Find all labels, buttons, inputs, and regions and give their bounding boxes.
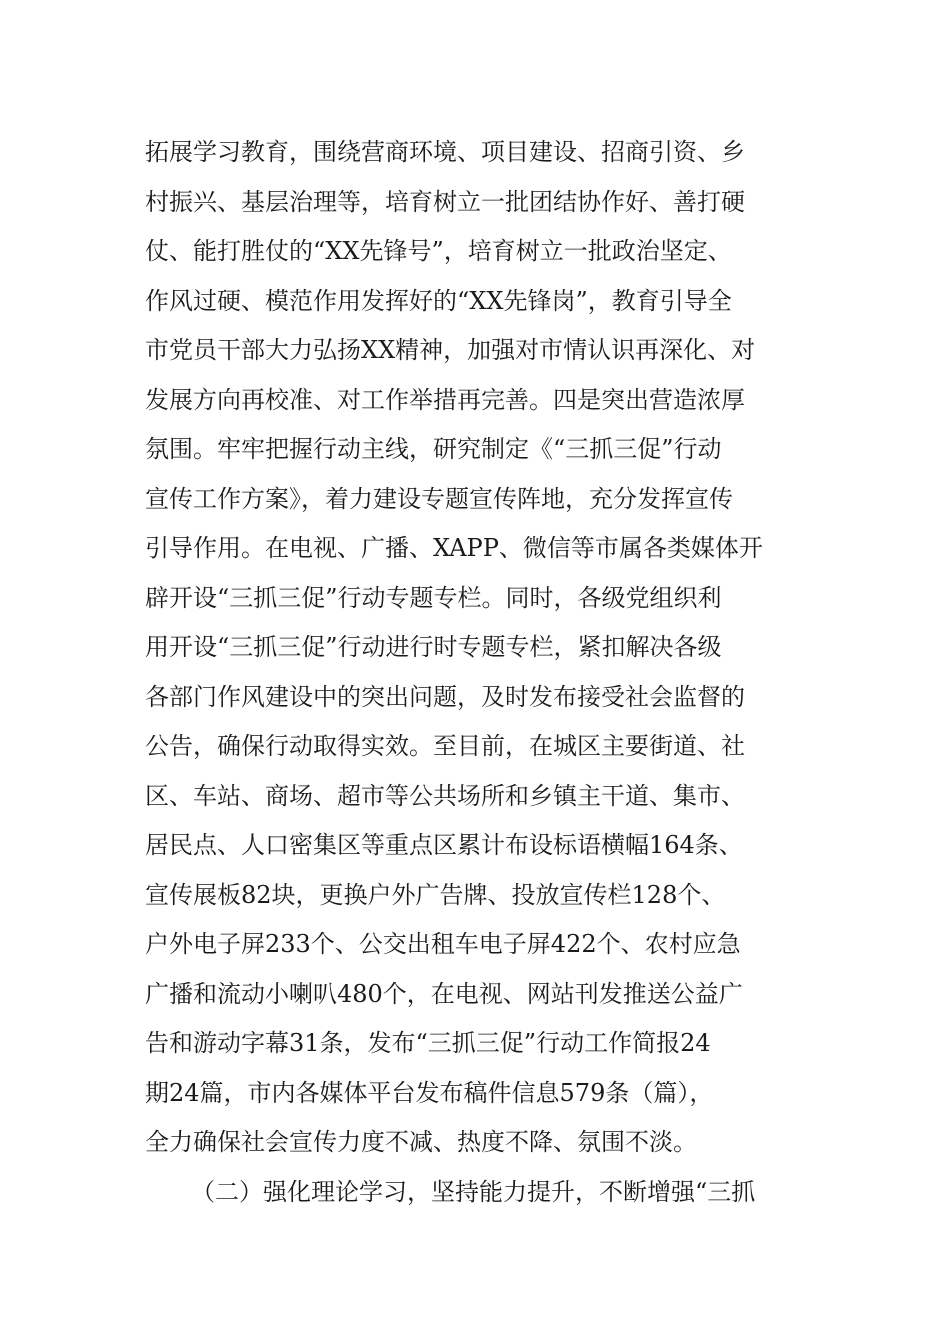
text-line: 期24篇，市内各媒体平台发布稿件信息579条（篇）， bbox=[145, 1078, 714, 1107]
text-line: 氛围。牢牢把握行动主线，研究制定《“三抓三促”行动 bbox=[145, 435, 722, 463]
text-line: 居民点、人口密集区等重点区累计布设标语横幅164条、 bbox=[145, 831, 743, 859]
section-heading-line: （二）强化理论学习，坚持能力提升，不断增强“三抓 bbox=[191, 1177, 756, 1206]
text-line: 宣传展板82块，更换户外广告牌、投放宣传栏128个、 bbox=[145, 880, 726, 909]
text-line: 广播和流动小喇叭480个，在电视、网站刊发推送公益广 bbox=[145, 979, 743, 1008]
text-line: 区、车站、商场、超市等公共场所和乡镇主干道、集市、 bbox=[145, 781, 745, 810]
text-line: 仗、能打胜仗的“XX先锋号”，培育树立一批政治坚定、 bbox=[145, 237, 732, 265]
body-text bbox=[145, 128, 825, 1217]
text-line: 拓展学习教育，围绕营商环境、项目建设、招商引资、乡 bbox=[145, 138, 745, 166]
text-line: 宣传工作方案》，着力建设专题宣传阵地，充分发挥宣传 bbox=[145, 484, 733, 513]
text-line: 辟开设“三抓三促”行动专题专栏。同时，各级党组织利 bbox=[145, 583, 722, 612]
text-line: 全力确保社会宣传力度不减、热度不降、氛围不淡。 bbox=[145, 1128, 697, 1156]
text-line: 户外电子屏233个、公交出租车电子屏422个、农村应急 bbox=[145, 930, 741, 958]
text-line: 发展方向再校准、对工作举措再完善。四是突出营造浓厚 bbox=[145, 385, 745, 414]
text-line: 用开设“三抓三促”行动进行时专题专栏，紧扣解决各级 bbox=[145, 633, 722, 661]
text-line: 公告，确保行动取得实效。至目前，在城区主要街道、社 bbox=[145, 732, 745, 760]
text-line: 告和游动字幕31条，发布“三抓三促”行动工作简报24 bbox=[145, 1029, 711, 1057]
text-line: 村振兴、基层治理等，培育树立一批团结协作好、善打硬 bbox=[145, 187, 745, 216]
text-line: 引导作用。在电视、广播、XAPP、微信等市属各类媒体开 bbox=[145, 534, 763, 562]
text-line: 市党员干部大力弘扬XX精神，加强对市情认识再深化、对 bbox=[145, 336, 756, 364]
text-line: 各部门作风建设中的突出问题，及时发布接受社会监督的 bbox=[145, 682, 745, 711]
text-line: 作风过硬、模范作用发挥好的“XX先锋岗”，教育引导全 bbox=[145, 286, 732, 315]
